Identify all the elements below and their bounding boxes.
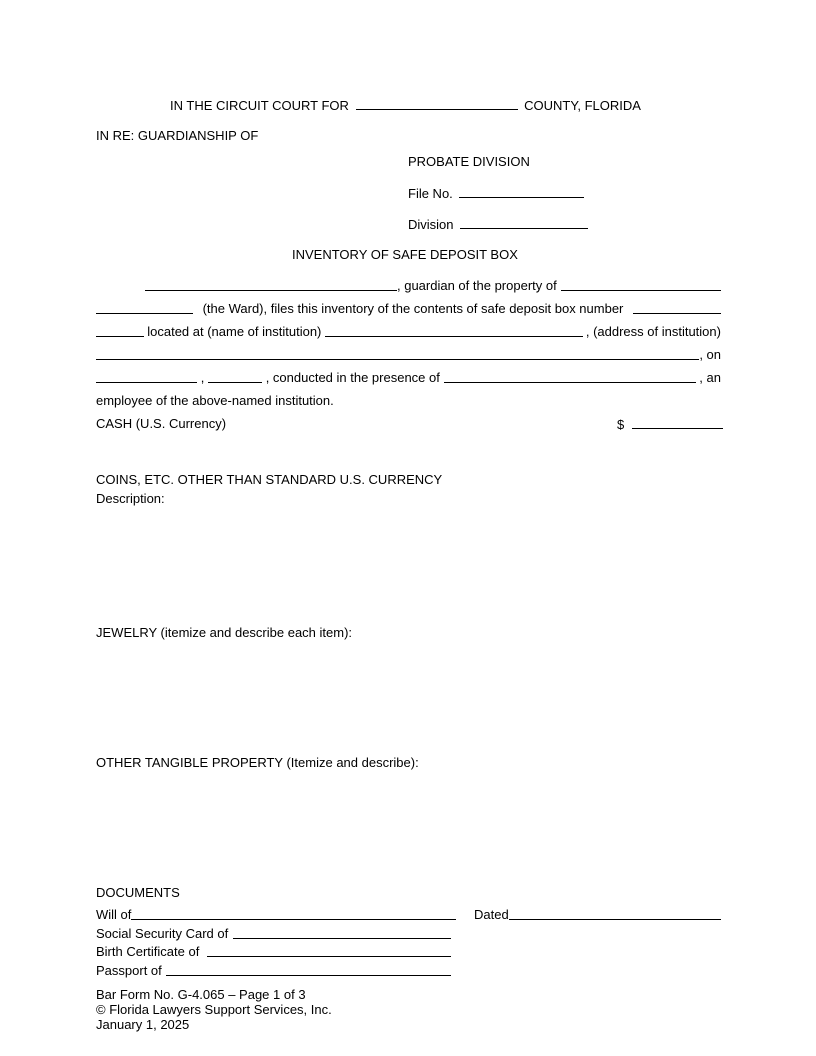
box-number-blank-2[interactable] xyxy=(96,324,144,337)
cash-amount-line xyxy=(617,416,723,433)
document-title: INVENTORY OF SAFE DEPOSIT BOX xyxy=(292,247,518,262)
body-line-6: employee of the above-named institution. xyxy=(96,393,334,408)
coins-description-label: Description: xyxy=(96,491,165,506)
will-line xyxy=(96,907,456,923)
body-text: , (address of institution) xyxy=(585,324,721,339)
body-line-2 xyxy=(96,301,721,317)
ssc-line xyxy=(96,926,451,942)
footer-date: January 1, 2025 xyxy=(96,1017,190,1032)
body-line-4 xyxy=(96,347,721,363)
date-blank-1[interactable] xyxy=(96,370,197,383)
footer-copyright: © Florida Lawyers Support Services, Inc. xyxy=(96,1002,332,1017)
body-text: , on xyxy=(699,347,721,362)
file-no-label: File No. xyxy=(408,186,453,201)
dollar-sign: $ xyxy=(617,417,625,432)
file-no-line xyxy=(408,185,584,202)
dated-line xyxy=(474,907,721,923)
court-header-line xyxy=(170,97,641,114)
body-text: , guardian of the property of xyxy=(397,278,557,293)
jewelry-heading: JEWELRY (itemize and describe each item): xyxy=(96,625,353,640)
body-text: , an xyxy=(699,370,721,385)
body-line-5 xyxy=(96,370,721,386)
coins-heading: COINS, ETC. OTHER THAN STANDARD U.S. CURRENCY xyxy=(96,472,443,487)
employee-name-blank[interactable] xyxy=(444,370,696,383)
will-label: Will of xyxy=(96,907,132,922)
file-no-blank[interactable] xyxy=(459,185,584,198)
body-line-1 xyxy=(145,278,721,294)
institution-name-blank[interactable] xyxy=(325,324,583,337)
guardian-name-blank[interactable] xyxy=(145,278,397,291)
ssc-blank[interactable] xyxy=(233,926,451,939)
box-number-blank[interactable] xyxy=(633,301,721,314)
county-blank[interactable] xyxy=(356,97,518,110)
birth-certificate-blank[interactable] xyxy=(207,944,451,957)
body-text: , conducted in the presence of xyxy=(265,370,440,385)
in-re-line: IN RE: GUARDIANSHIP OF xyxy=(96,128,259,143)
body-text: located at (name of institution) xyxy=(147,324,322,339)
other-property-heading: OTHER TANGIBLE PROPERTY (Itemize and describe): xyxy=(96,755,419,770)
ward-name-blank[interactable] xyxy=(561,278,721,291)
body-text: , xyxy=(200,370,205,385)
institution-address-blank[interactable] xyxy=(96,347,699,360)
cash-label: CASH (U.S. Currency) xyxy=(96,416,227,431)
passport-label: Passport of xyxy=(96,963,162,978)
will-blank[interactable] xyxy=(131,907,456,920)
probate-division-label: PROBATE DIVISION xyxy=(408,154,530,169)
footer-form-number: Bar Form No. G-4.065 – Page 1 of 3 xyxy=(96,987,306,1002)
date-blank-2[interactable] xyxy=(208,370,262,383)
court-suffix: COUNTY, FLORIDA xyxy=(524,98,641,113)
passport-blank[interactable] xyxy=(166,963,451,976)
division-line xyxy=(408,216,588,233)
ward-name-blank-2[interactable] xyxy=(96,301,193,314)
body-text: (the Ward), files this inventory of the contents of safe deposit box number xyxy=(202,301,624,316)
court-prefix: IN THE CIRCUIT COURT FOR xyxy=(170,98,349,113)
documents-heading: DOCUMENTS xyxy=(96,885,180,900)
birth-certificate-label: Birth Certificate of xyxy=(96,944,200,959)
passport-line xyxy=(96,963,451,979)
birth-certificate-line xyxy=(96,944,451,960)
ssc-label: Social Security Card of xyxy=(96,926,229,941)
division-label: Division xyxy=(408,217,454,232)
body-line-3 xyxy=(96,324,721,340)
cash-amount-blank[interactable] xyxy=(632,416,723,429)
dated-label: Dated xyxy=(474,907,509,922)
division-blank[interactable] xyxy=(460,216,588,229)
dated-blank[interactable] xyxy=(509,907,721,920)
